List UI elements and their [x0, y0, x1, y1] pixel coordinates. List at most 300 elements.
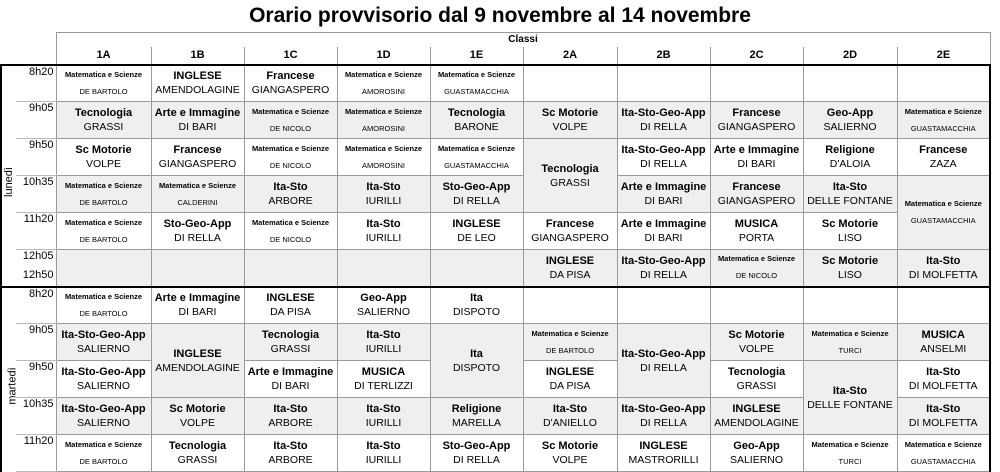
lesson-cell	[803, 361, 897, 435]
teacher-label: PORTA	[738, 232, 775, 244]
lesson-cell	[617, 324, 710, 398]
teacher-label: DE BARTOLO	[79, 308, 128, 318]
empty-cell	[151, 250, 244, 287]
subject-label: MUSICA	[361, 366, 406, 378]
subject-label: Ita-Sto	[366, 218, 401, 230]
time-label: 9h05	[29, 324, 54, 336]
teacher-label: GUASTAMACCHIA	[910, 456, 976, 466]
subject-label: Matematica e Scienze	[344, 143, 423, 153]
subject-label: Tecnologia	[261, 329, 320, 341]
subject-label: Geo-App	[360, 292, 407, 305]
lesson-cell	[523, 361, 617, 398]
time-slot	[16, 398, 56, 435]
subject-label: Ita-Sto-Geo-App	[621, 144, 706, 156]
lesson-cell	[523, 102, 617, 139]
class-header-2C: 2C	[710, 47, 803, 65]
subject-label: Ita-Sto	[366, 403, 401, 415]
teacher-label: GIANGASPERO	[717, 121, 796, 133]
subject-label: Sc Motorie	[541, 440, 599, 452]
lesson-cell	[244, 435, 337, 472]
subject-label: MUSICA	[734, 218, 779, 230]
teacher-label: IURILLI	[365, 232, 402, 244]
teacher-label: GIANGASPERO	[531, 232, 609, 244]
teacher-label: DI BARI	[644, 232, 683, 244]
teacher-label: DE NICOLO	[735, 271, 778, 281]
subject-label: Ita-Sto	[273, 181, 308, 193]
subject-label: Sto-Geo-App	[442, 440, 511, 452]
subject-label: Ita-Sto	[552, 403, 588, 415]
teacher-label: VOLPE	[738, 343, 775, 355]
teacher-label: DE NICOLO	[269, 123, 312, 133]
time-label: 8h20	[29, 65, 54, 78]
subject-label: Arte e Immagine	[713, 144, 800, 156]
subject-label: Ita-Sto	[926, 403, 961, 415]
timetable-row	[1, 324, 990, 361]
empty-cell	[337, 250, 430, 287]
teacher-label: DI MOLFETTA	[908, 380, 978, 392]
lesson-cell	[617, 398, 710, 435]
timetable	[0, 32, 991, 472]
teacher-label: VOLPE	[552, 121, 588, 133]
timetable-row	[1, 102, 990, 139]
subject-label: Ita-Sto	[366, 329, 401, 341]
lesson-cell	[56, 398, 151, 435]
teacher-label: DI TERLIZZI	[354, 380, 413, 392]
lesson-cell	[244, 287, 337, 324]
lesson-cell	[617, 250, 710, 287]
day-label: lunedì	[2, 166, 15, 197]
lesson-cell	[617, 102, 710, 139]
subject-label: Tecnologia	[541, 162, 599, 175]
lesson-cell	[710, 435, 803, 472]
subject-label: Ita-Sto-Geo-App	[621, 254, 706, 267]
subject-label: Sto-Geo-App	[163, 218, 232, 230]
timetable-row	[1, 65, 990, 102]
subject-label: Matematica e Scienze	[717, 254, 796, 264]
teacher-label: DI RELLA	[453, 454, 500, 466]
teacher-label: IURILLI	[365, 343, 402, 355]
subject-label: INGLESE	[639, 440, 688, 452]
teacher-label: DI BARI	[271, 380, 310, 392]
lesson-cell	[151, 176, 244, 213]
subject-label: Matematica e Scienze	[64, 180, 143, 190]
teacher-label: AMENDOLAGINE	[714, 417, 799, 429]
subject-label: Matematica e Scienze	[158, 180, 237, 190]
teacher-label: TURCI	[838, 345, 862, 355]
subject-label: Matematica e Scienze	[531, 328, 609, 338]
lesson-cell	[56, 176, 151, 213]
teacher-label: SALIERNO	[729, 454, 784, 466]
time-slot	[16, 324, 56, 361]
subject-label: Ita-Sto	[366, 181, 401, 193]
subject-label: Tecnologia	[74, 107, 133, 119]
subject-label: Tecnologia	[168, 440, 227, 452]
subject-label: Ita-Sto-Geo-App	[621, 107, 706, 119]
subject-label: Francese	[732, 107, 781, 119]
lesson-cell	[337, 398, 430, 435]
lesson-cell	[523, 213, 617, 250]
lesson-cell	[151, 102, 244, 139]
teacher-label: DE BARTOLO	[79, 234, 128, 244]
subject-label: Arte e Immagine	[247, 366, 334, 378]
lesson-cell	[523, 250, 617, 287]
subject-label: Geo-App	[733, 440, 780, 452]
class-header-2A: 2A	[523, 47, 617, 65]
teacher-label: D'ANIELLO	[543, 417, 597, 429]
teacher-label: DE BARTOLO	[79, 197, 128, 207]
lesson-cell	[897, 139, 990, 176]
subject-label: Religione	[825, 144, 875, 156]
teacher-label: DI BARI	[737, 158, 776, 170]
subject-label: Ita-Sto	[926, 366, 961, 378]
subject-label: MUSICA	[921, 329, 965, 341]
lesson-cell	[56, 102, 151, 139]
teacher-label: ARBORE	[268, 454, 313, 466]
teacher-label: DE BARTOLO	[79, 456, 128, 466]
lesson-cell	[897, 435, 990, 472]
teacher-label: IURILLI	[365, 454, 402, 466]
subject-label: Matematica e Scienze	[437, 143, 516, 153]
lesson-cell	[897, 176, 990, 250]
teacher-label: AMENDOLAGINE	[155, 361, 240, 374]
teacher-label: SALIERNO	[76, 343, 131, 355]
class-header-2D: 2D	[803, 47, 897, 65]
subject-label: Matematica e Scienze	[437, 69, 516, 79]
lesson-cell	[337, 102, 430, 139]
teacher-label: IURILLI	[365, 417, 402, 429]
lesson-cell	[151, 287, 244, 324]
teacher-label: VOLPE	[552, 454, 588, 466]
subject-label: Ita-Sto	[366, 440, 401, 452]
teacher-label: DI RELLA	[174, 232, 221, 244]
subject-label: Francese	[266, 70, 315, 83]
teacher-label: MASTRORILLI	[628, 454, 699, 466]
empty-cell	[523, 65, 617, 102]
lesson-cell	[244, 361, 337, 398]
subject-label: Matematica e Scienze	[344, 106, 423, 116]
subject-label: Geo-App	[826, 107, 874, 119]
lesson-cell	[523, 324, 617, 361]
lesson-cell	[710, 324, 803, 361]
subject-label: Matematica e Scienze	[251, 106, 330, 116]
empty-cell	[56, 250, 151, 287]
lesson-cell	[56, 213, 151, 250]
lesson-cell	[803, 139, 897, 176]
subject-label: INGLESE	[173, 70, 222, 83]
subject-label: Matematica e Scienze	[904, 199, 982, 208]
empty-cell	[710, 287, 803, 324]
class-header-1E: 1E	[430, 47, 523, 65]
lesson-cell	[710, 139, 803, 176]
lesson-cell	[151, 398, 244, 435]
lesson-cell	[803, 250, 897, 287]
class-header-1A: 1A	[56, 47, 151, 65]
lesson-cell	[897, 398, 990, 435]
lesson-cell	[56, 435, 151, 472]
subject-label: Tecnologia	[727, 366, 786, 378]
lesson-cell	[244, 102, 337, 139]
teacher-label: SALIERNO	[76, 380, 131, 392]
lesson-cell	[803, 213, 897, 250]
subject-label: Matematica e Scienze	[64, 291, 143, 301]
subject-label: Arte e Immagine	[154, 292, 241, 305]
teacher-label: DELLE FONTANE	[807, 195, 893, 207]
time-label: 12h05	[22, 250, 54, 262]
subject-label: INGLESE	[452, 218, 501, 230]
subject-label: Sc Motorie	[821, 254, 879, 267]
lesson-cell	[151, 65, 244, 102]
lesson-cell	[710, 361, 803, 398]
subject-label: Matematica e Scienze	[64, 439, 143, 449]
subject-label: Tecnologia	[447, 107, 506, 119]
lesson-cell	[337, 324, 430, 361]
teacher-label: SALIERNO	[823, 121, 877, 133]
lesson-cell	[244, 176, 337, 213]
lesson-cell	[897, 324, 990, 361]
teacher-label: DA PISA	[549, 380, 591, 392]
subject-label: Francese	[173, 144, 222, 156]
timetable-row	[1, 435, 990, 472]
timetable-row	[1, 250, 990, 287]
teacher-label: DI BARI	[178, 121, 217, 133]
time-slot	[16, 213, 56, 250]
subject-label: Ita	[470, 347, 483, 360]
teacher-label: ARBORE	[268, 195, 313, 207]
empty-cell	[523, 287, 617, 324]
teacher-label: GRASSI	[550, 176, 590, 189]
subject-label: Sc Motorie	[169, 403, 226, 415]
teacher-label: GIANGASPERO	[251, 84, 330, 97]
subject-label: Francese	[919, 144, 968, 156]
timetable-row	[1, 176, 990, 213]
subject-label: Matematica e Scienze	[904, 439, 982, 449]
lesson-cell	[803, 435, 897, 472]
lesson-cell	[56, 139, 151, 176]
lesson-cell	[430, 213, 523, 250]
subject-label: Ita-Sto-Geo-App	[61, 366, 146, 378]
lesson-cell	[710, 250, 803, 287]
lesson-cell	[337, 287, 430, 324]
lesson-cell	[523, 398, 617, 435]
time-slot	[16, 250, 56, 287]
teacher-label: DISPOTO	[452, 306, 501, 319]
time-label: 8h20	[29, 287, 54, 300]
teacher-label: VOLPE	[179, 417, 216, 429]
lesson-cell	[430, 139, 523, 176]
subject-label: Ita-Sto-Geo-App	[621, 347, 706, 360]
teacher-label: GIANGASPERO	[158, 158, 237, 170]
time-slot	[16, 361, 56, 398]
lesson-cell	[151, 324, 244, 398]
time-slot	[16, 176, 56, 213]
teacher-label: DISPOTO	[452, 361, 501, 374]
lesson-cell	[710, 398, 803, 435]
subject-label: Ita-Sto	[832, 384, 868, 397]
subject-label: Ita-Sto	[273, 403, 308, 415]
teacher-label: IURILLI	[365, 195, 402, 207]
lesson-cell	[430, 435, 523, 472]
teacher-label: DE NICOLO	[269, 160, 312, 170]
time-label: 10h35	[22, 176, 54, 188]
lesson-cell	[523, 435, 617, 472]
subject-label: Ita-Sto-Geo-App	[621, 403, 706, 415]
teacher-label: GRASSI	[270, 343, 311, 355]
time-slot	[16, 139, 56, 176]
empty-cell	[244, 250, 337, 287]
time-label: 9h50	[29, 361, 54, 373]
teacher-label: TURCI	[838, 456, 862, 466]
time-label: 9h05	[29, 102, 54, 114]
subject-label: Sto-Geo-App	[442, 181, 511, 193]
lesson-cell	[430, 398, 523, 435]
teacher-label: DI MOLFETTA	[908, 417, 978, 429]
subject-label: Sc Motorie	[728, 329, 785, 341]
empty-cell	[897, 65, 990, 102]
subject-label: Ita-Sto	[926, 254, 961, 267]
teacher-label: DI RELLA	[640, 158, 687, 170]
lesson-cell	[244, 65, 337, 102]
day-label-cell	[1, 65, 16, 287]
lesson-cell	[803, 102, 897, 139]
lesson-cell	[56, 65, 151, 102]
teacher-label: DE BARTOLO	[545, 345, 595, 355]
subject-label: INGLESE	[545, 366, 595, 378]
class-header-1D: 1D	[337, 47, 430, 65]
lesson-cell	[337, 139, 430, 176]
day-label: martedì	[6, 366, 19, 405]
timetable-row	[1, 139, 990, 176]
empty-cell	[430, 250, 523, 287]
teacher-label: DA PISA	[270, 306, 311, 319]
lesson-cell	[430, 176, 523, 213]
lesson-cell	[56, 324, 151, 361]
teacher-label: GUASTAMACCHIA	[444, 86, 509, 96]
subject-label: Matematica e Scienze	[251, 217, 330, 227]
subject-label: Matematica e Scienze	[64, 69, 143, 79]
teacher-label: LISO	[838, 232, 862, 244]
lesson-cell	[897, 250, 990, 287]
lesson-cell	[337, 435, 430, 472]
lesson-cell	[710, 176, 803, 213]
teacher-label: MARELLA	[451, 417, 502, 429]
subject-label: Ita-Sto-Geo-App	[61, 403, 146, 415]
subject-label: Arte e Immagine	[154, 107, 241, 119]
teacher-label: DI BARI	[644, 195, 683, 207]
teacher-label: LISO	[838, 268, 862, 281]
lesson-cell	[56, 287, 151, 324]
teacher-label: CALDERINI	[177, 197, 218, 207]
class-header-2B: 2B	[617, 47, 710, 65]
lesson-cell	[617, 435, 710, 472]
subject-label: Francese	[545, 218, 595, 230]
subject-label: Matematica e Scienze	[344, 69, 423, 79]
subject-label: Sc Motorie	[541, 107, 599, 119]
lesson-cell	[803, 324, 897, 361]
teacher-label: DI RELLA	[640, 268, 687, 281]
lesson-cell	[337, 176, 430, 213]
lesson-cell	[803, 176, 897, 213]
classi-label: Classi	[56, 33, 990, 47]
teacher-label: GIANGASPERO	[717, 195, 796, 207]
teacher-label: DI RELLA	[640, 361, 687, 374]
lesson-cell	[617, 176, 710, 213]
subject-label: INGLESE	[545, 254, 595, 267]
subject-label: Matematica e Scienze	[64, 217, 143, 227]
time-slot	[16, 435, 56, 472]
subject-label: Matematica e Scienze	[811, 328, 889, 338]
time-label: 11h20	[23, 435, 54, 447]
lesson-cell	[710, 213, 803, 250]
subject-label: Ita-Sto	[832, 181, 868, 193]
subject-label: Sc Motorie	[821, 218, 879, 230]
lesson-cell	[897, 102, 990, 139]
subject-label: Francese	[732, 181, 781, 193]
page-title: Orario provvisorio dal 9 novembre al 14 novembre	[249, 4, 751, 27]
time-slot	[16, 102, 56, 139]
empty-cell	[897, 287, 990, 324]
teacher-label: AMOROSINI	[362, 123, 405, 133]
time-label: 9h50	[29, 139, 54, 151]
subject-label: Arte e Immagine	[620, 218, 707, 230]
teacher-label: BARONE	[454, 121, 499, 133]
empty-cell	[617, 65, 710, 102]
teacher-label: SALIERNO	[76, 417, 131, 429]
subject-label: Ita-Sto	[273, 440, 308, 452]
teacher-label: DI RELLA	[453, 195, 500, 207]
lesson-cell	[617, 139, 710, 176]
subject-label: INGLESE	[732, 403, 781, 415]
teacher-label: VOLPE	[85, 158, 122, 170]
teacher-label: GRASSI	[736, 380, 777, 392]
teacher-label: SALIERNO	[356, 306, 411, 319]
lesson-cell	[430, 324, 523, 398]
lesson-cell	[430, 287, 523, 324]
lesson-cell	[710, 102, 803, 139]
lesson-cell	[523, 139, 617, 213]
teacher-label: ARBORE	[268, 417, 313, 429]
subject-label: Ita	[470, 292, 483, 305]
teacher-label: DE BARTOLO	[79, 86, 128, 96]
teacher-label: D'ALOIA	[829, 158, 871, 170]
teacher-label: AMOROSINI	[362, 160, 405, 170]
lesson-cell	[337, 361, 430, 398]
time-label-end: 12h50	[22, 269, 54, 281]
teacher-label: GUASTAMACCHIA	[910, 123, 976, 133]
teacher-label: GRASSI	[83, 121, 124, 133]
teacher-label: DI MOLFETTA	[908, 268, 978, 281]
teacher-label: DELLE FONTANE	[807, 398, 893, 411]
subject-label: Matematica e Scienze	[904, 106, 982, 116]
teacher-label: GUASTAMACCHIA	[444, 160, 509, 170]
teacher-label: DE LEO	[457, 232, 496, 244]
lesson-cell	[151, 435, 244, 472]
lesson-cell	[337, 213, 430, 250]
subject-label: Sc Motorie	[75, 144, 132, 156]
lesson-cell	[151, 139, 244, 176]
timetable-row	[1, 287, 990, 324]
teacher-label: GUASTAMACCHIA	[910, 216, 976, 225]
subject-label: Matematica e Scienze	[251, 143, 330, 153]
lesson-cell	[430, 65, 523, 102]
teacher-label: ZAZA	[929, 158, 957, 170]
empty-cell	[710, 65, 803, 102]
time-label: 10h35	[22, 398, 54, 410]
subject-label: INGLESE	[266, 292, 315, 305]
teacher-label: DI RELLA	[640, 121, 687, 133]
subject-label: INGLESE	[173, 347, 222, 360]
empty-cell	[617, 287, 710, 324]
lesson-cell	[617, 213, 710, 250]
